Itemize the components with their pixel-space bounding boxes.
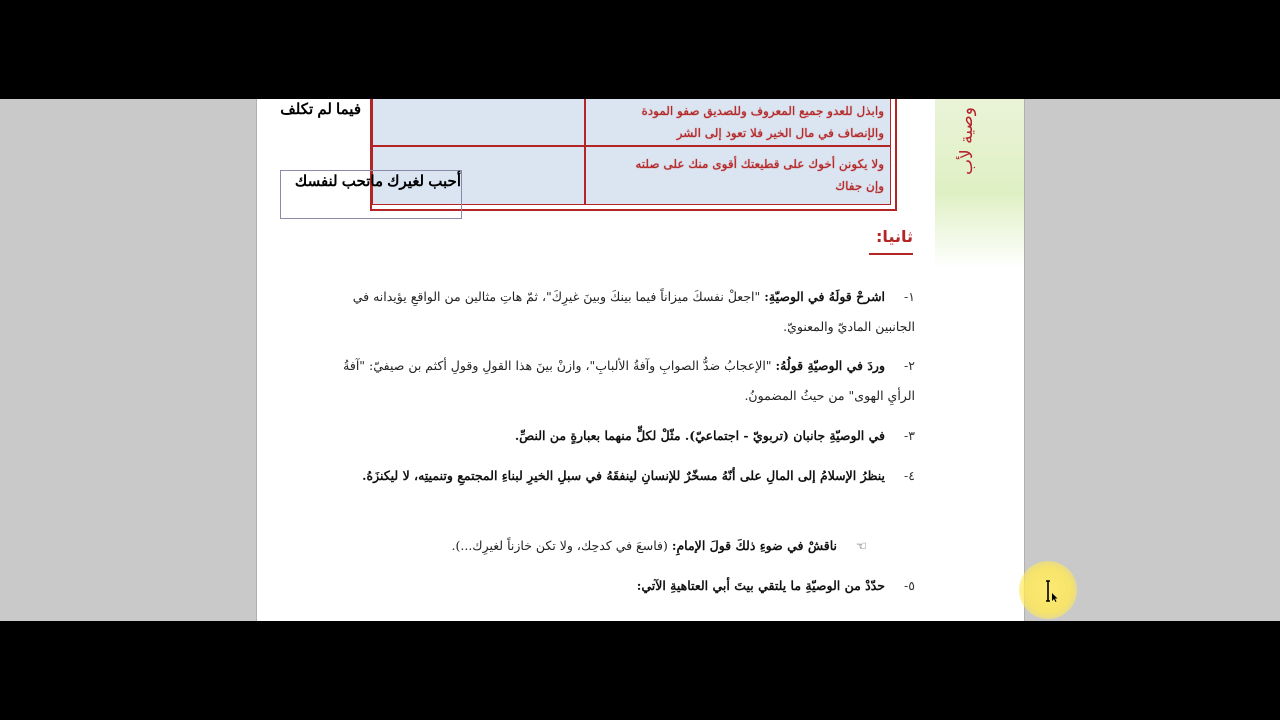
question-bold: حدّدْ من الوصيّةِ ما يلتقي بيتَ أبي العتاهيةِ الآتي:	[636, 578, 886, 593]
document-page	[256, 99, 1025, 621]
question-number: ٥-	[904, 578, 915, 593]
question-text: "الإعجابُ ضدُّ الصوابِ وآفةُ الألبابِ"، وازنْ بينَ هذا القولِ وقولِ أكثم بن صيفيّ: "آفةُ الرأيِ الهوى" من حيثُ المضمونُ.	[343, 358, 915, 403]
question-bold: اشرحْ قولَهُ في الوصيّةِ:	[764, 289, 886, 304]
question-number: ١-	[904, 289, 915, 304]
question-3	[337, 421, 915, 451]
side-title: وصية لأب	[957, 107, 977, 176]
question-1	[337, 282, 915, 342]
question-text: "اجعلْ نفسكَ ميزاناً فيما بينكَ وبينَ غيرِكَ"، ثمّ هاتِ مثالين من الواقعِ يؤيدانه في الجانبين الماديّ والمعنويّ.	[352, 289, 915, 334]
table-cell-row1-right	[585, 99, 891, 146]
section-heading: ثانيا:	[869, 227, 913, 255]
question-4	[337, 461, 915, 491]
pointing-hand-icon: ☜	[855, 538, 867, 553]
table-cell-text	[586, 99, 890, 146]
text-cursor-icon	[1044, 580, 1058, 602]
answer-text-2[interactable]: أحبب لغيرك ماتحب لنفسك	[294, 173, 461, 190]
question-number: ٤-	[904, 468, 915, 483]
question-5	[337, 571, 915, 601]
table-cell-row1-left	[372, 99, 585, 146]
question-number: ٣-	[904, 428, 915, 443]
question-bold: ناقشْ في ضوءِ ذلكَ قولَ الإمامِ:	[671, 538, 838, 553]
question-2	[337, 351, 915, 411]
document-viewer[interactable]	[0, 99, 1280, 621]
letterbox-top	[0, 0, 1280, 99]
answer-text-1: فيما لم تكلف	[280, 101, 361, 118]
question-bold: وردَ في الوصيّةِ قولُهُ:	[775, 358, 886, 373]
table-cell-row2-right	[585, 146, 891, 205]
question-bold: ينظرُ الإسلامُ إلى المالِ على أنّهُ مسخّرٌ للإنسانِ لينفقَهُ في سبلِ الخيرِ لبناءِ المجتمعِ وتنميتِه، لا ليكنزَهُ.	[362, 468, 886, 483]
question-text: (فاسعَ في كدحِك، ولا تكن خازناً لغيرِك...).	[451, 538, 672, 553]
table-line: ولا يكونن أخوك على قطيعتك أقوى منك على صلته	[635, 157, 884, 171]
table-cell-text	[586, 147, 890, 199]
question-number: ٢-	[904, 358, 915, 373]
table-line: وابذل للعدو جميع المعروف وللصديق صفو المودة	[641, 104, 884, 118]
table-line: وإن جفاك	[835, 179, 884, 193]
question-4-sub	[337, 531, 867, 561]
table-line: والإنصاف في مال الخير فلا تعود إلى الشر	[676, 126, 884, 140]
question-bold: في الوصيّةِ جانبان (تربويّ - اجتماعيّ). مثّلْ لكلٍّ منهما بعبارةٍ من النصِّ.	[514, 428, 886, 443]
letterbox-bottom	[0, 621, 1280, 720]
